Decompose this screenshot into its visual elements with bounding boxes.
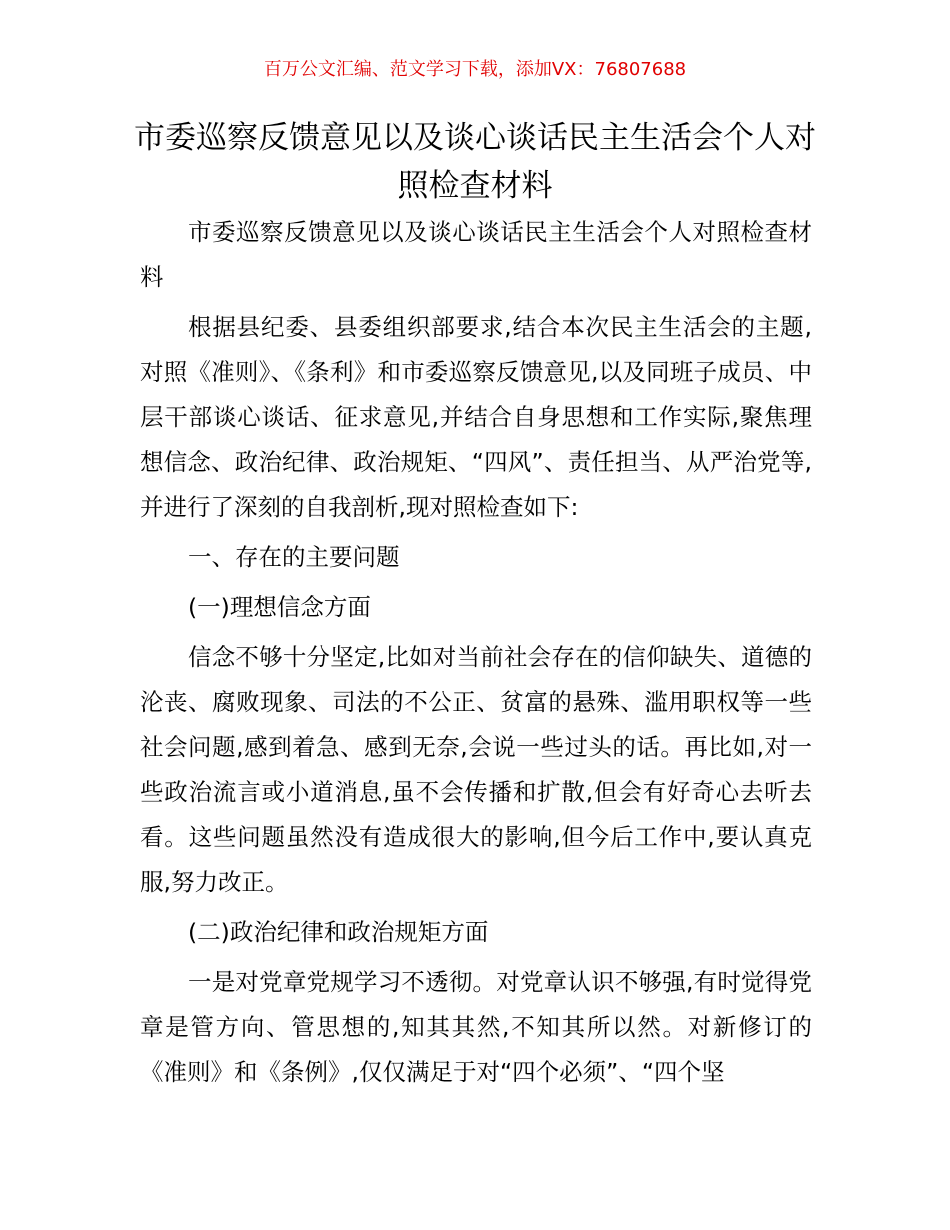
- watermark-banner: 百万公文汇编、范文学习下载，添加VX：76807688: [263, 59, 687, 80]
- subsection-heading-discipline: (二)政治纪律和政治规矩方面: [188, 918, 489, 946]
- ideals-paragraph: 信念不够十分坚定,比如对当前社会存在的信仰缺失、道德的沦丧、腐败现象、司法的不公正、贫富的悬殊、滥用职权等一些社会问题,感到着急、感到无奈,会说一些过头的话。再比如,对一些政治流言或小道消息,虽不会传播和扩散,但会有好奇心去听去看。这些问题虽然没有造成很大的影响,但今后工作中,要认真克服,努力改正。: [140, 643, 812, 896]
- document-title: 市委巡察反馈意见以及谈心谈话民主生活会个人对照检查材料: [134, 120, 816, 204]
- subsection-heading-ideals: (一)理想信念方面: [188, 593, 371, 621]
- document-body: [140, 210, 812, 1100]
- preamble-paragraph: 根据县纪委、县委组织部要求,结合本次民主生活会的主题,对照《准则》、《条利》和市委巡察反馈意见,以及同班子成员、中层干部谈心谈话、征求意见,并结合自身思想和工作实际,聚焦理想信念、政治纪律、政治规矩、“四风”、责任担当、从严治党等,并进行了深刻的自我剖析,现对照检查如下:: [140, 313, 812, 521]
- intro-paragraph: 市委巡察反馈意见以及谈心谈话民主生活会个人对照检查材料: [140, 218, 812, 291]
- section-heading-main-problems: 一、存在的主要问题: [188, 543, 400, 571]
- discipline-paragraph: 一是对党章党规学习不透彻。对党章认识不够强,有时觉得党章是管方向、管思想的,知其其然,不知其所以然。对新修订的《准则》和《条例》,仅仅满足于对“四个必须”、“四个坚: [140, 968, 812, 1086]
